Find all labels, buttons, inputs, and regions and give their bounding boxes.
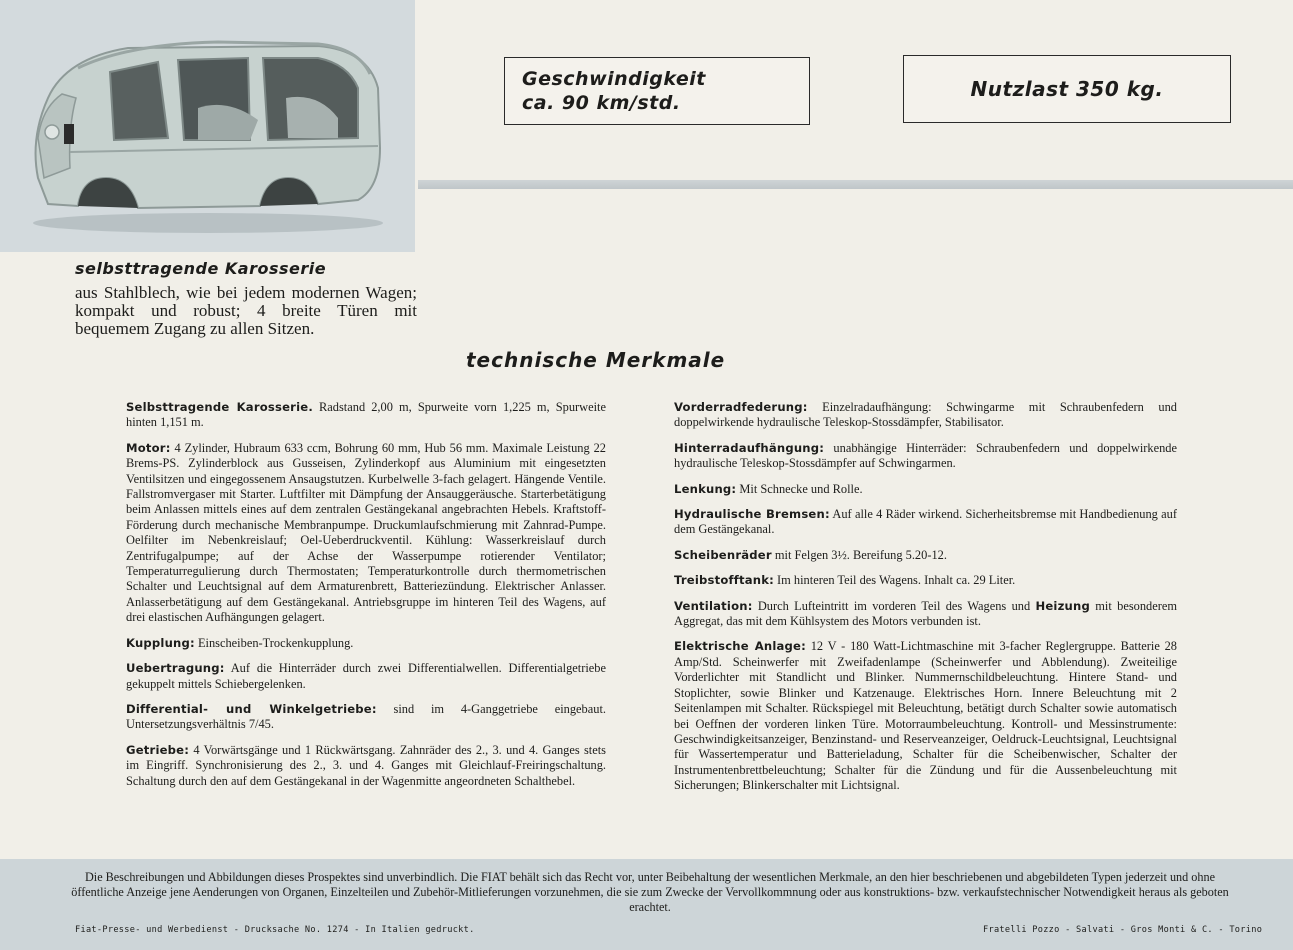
spec-paragraph — [674, 441, 1177, 472]
spec-text: Auf die Hinterräder durch zwei Differentialwellen. Differentialgetriebe gekuppelt mittels Schiebergelenken. — [126, 661, 606, 691]
spec-text: sind im 4-Ganggetriebe eingebaut. Untersetzungsverhältnis 7/45. — [126, 701, 606, 732]
specs-column-right — [674, 400, 1177, 804]
spec-term: Scheibenräder — [674, 547, 772, 562]
specs-column-left — [126, 400, 606, 799]
spec-text: 4 Vorwärtsgänge und 1 Rückwärtsgang. Zahnräder des 2., 3. und 4. Ganges stets im Eingriff. Synchronisierung des 2., 3. und 4. Ganges mit Gleichlauf-Freiringschaltung. Schaltung durch den auf dem Gestängekanal in der Wagenmitte angeordneten Schalthebel. — [126, 742, 606, 788]
spec-paragraph — [126, 400, 606, 431]
spec-paragraph — [674, 599, 1177, 630]
disclaimer-text: Die Beschreibungen und Abbildungen dieses Prospektes sind unverbindlich. Die FIAT behält sich das Recht vor, unter Beibehaltung der wesentlichen Merkmale, an den hier beschriebenen und abgebildeten Typen jederzeit und ohne öffentliche Anzeige jene Aenderungen von Organen, Einzelteilen und Zubehör-Mitlieferungen vorzunehmen, die sie zum Zwecke der Vervollkommnung oder aus konstruktions- bzw. verkaufstechnischer Notwendigkeit heraus als geboten erachtet. — [71, 870, 1229, 915]
spec-term: Treibstofftank: — [674, 573, 774, 588]
spec-text: unabhängige Hinterräder: Schraubenfedern und doppelwirkende hydraulische Teleskop-Stossdämpfer auf Schwingarmen. — [674, 440, 1177, 471]
photo-panel — [0, 0, 415, 252]
payload-text: Nutzlast 350 kg. — [970, 77, 1164, 101]
spec-term: Hinterradaufhängung: — [674, 440, 825, 455]
spec-term: Uebertragung: — [126, 661, 225, 676]
karosserie-title: selbsttragende Karosserie — [75, 259, 327, 278]
spec-text: Im hinteren Teil des Wagens. Inhalt ca. 29 Liter. — [773, 573, 1016, 588]
spec-text: mit Felgen 3½. Bereifung 5.20-12. — [771, 547, 947, 562]
spec-text: Einzelradaufhängung: Schwingarme mit Schraubenfedern und doppelwirkende hydraulische Teleskop-Stossdämpfer, Stabilisator. — [674, 400, 1177, 430]
spec-term: Lenkung: — [674, 481, 737, 496]
speed-line-1: Geschwindigkeit — [522, 68, 706, 90]
spec-paragraph — [126, 636, 606, 651]
spec-paragraph — [126, 743, 606, 789]
spec-paragraph — [674, 639, 1177, 793]
spec-term: Differential- und Winkelgetriebe: — [126, 701, 377, 716]
tech-specs-title: technische Merkmale — [466, 348, 726, 372]
spec-paragraph — [674, 573, 1177, 588]
spec-term: Hydraulische Bremsen: — [674, 507, 830, 522]
spec-text: Radstand 2,00 m, Spurweite vorn 1,225 m, Spurweite hinten 1,151 m. — [126, 400, 606, 430]
spec-text: Durch Lufteintritt im vorderen Teil des Wagens und — [752, 598, 1036, 613]
speed-line-2: ca. 90 km/std. — [522, 92, 681, 114]
spec-paragraph — [126, 441, 606, 626]
car-body-shell-image — [18, 28, 396, 238]
spec-term: Motor: — [126, 440, 171, 455]
spec-paragraph — [126, 702, 606, 733]
spec-term: Vorderradfederung: — [674, 400, 808, 414]
spec-text: Einscheiben-Trockenkupplung. — [194, 635, 354, 650]
spec-paragraph — [674, 482, 1177, 497]
spec-text: Mit Schnecke und Rolle. — [736, 481, 863, 496]
spec-paragraph — [674, 400, 1177, 431]
spec-term: Ventilation: — [674, 598, 753, 613]
karosserie-text: aus Stahlblech, wie bei jedem modernen Wagen; kompakt und robust; 4 breite Türen mit bequemem Zugang zu allen Sitzen. — [75, 283, 417, 338]
payload-box — [903, 55, 1231, 123]
speed-box — [504, 57, 810, 125]
spec-term: Kupplung: — [126, 635, 195, 650]
spec-text: Auf alle 4 Räder wirkend. Sicherheitsbremse mit Handbedienung auf dem Gestängekanal. — [674, 507, 1177, 537]
printer-note-right: Fratelli Pozzo - Salvati - Gros Monti & C. - Torino — [983, 925, 1263, 935]
spec-term: Getriebe: — [126, 742, 190, 757]
spec-term: Selbsttragende Karosserie. — [126, 400, 313, 414]
spec-text: mit besonderem Aggregat, das mit dem Kühlsystem des Motors verbunden ist. — [674, 598, 1177, 629]
spec-term: Heizung — [1035, 598, 1090, 613]
spec-text: 12 V - 180 Watt-Lichtmaschine mit 3-facher Reglergruppe. Batterie 28 Amp/Std. Scheinwerfer mit Zweifadenlampe (Scheinwerfer und Abblendung). Zweiteilige Vorderlichter mit Standlicht und Blinker. Nummernschildbeleuchtung. Hintere Stand- und Stoplichter, sowie Blinker und Katzenauge. Elektrisches Horn. Innere Beleuchtung mit 2 Seitenlampen mit Schalter. Rückspiegel mit Beleuchtung, betätigt durch Schalter sowie automatisch bei Oeffnen der vorderen linken Türe. Motorraumbeleuchtung. Kontroll- und Messinstrumente: Geschwindigkeitsanzeiger, Benzinstand- und Reserveanzeiger, Oeldruck-Leuchtsignal, Leuchtsignal für Wassertemperatur und Batterieladung, Schalter für die Scheibenwischer, Schalter der Instrumentenbrettbeleuchtung; Schalter für die Zündung und für die Aussenbeleuchtung mit Sicherungen; Blinkerschalter mit Lichtsignal. — [674, 639, 1177, 793]
printer-note-left: Fiat-Presse- und Werbedienst - Drucksache No. 1274 - In Italien gedruckt. — [75, 925, 475, 935]
spec-term: Elektrische Anlage: — [674, 639, 806, 654]
spec-text: 4 Zylinder, Hubraum 633 ccm, Bohrung 60 mm, Hub 56 mm. Maximale Leistung 22 Brems-PS. Zylinderblock aus Gusseisen, Zylinderkopf aus Aluminium mit eingesetzten Ventilsitzen und eingegossenem Ansaugstutzen. Kurbelwelle 3-fach gelagert. Hängende Ventile. Fallstromvergaser mit Starter. Luftfilter mit Dämpfung der Ansauggeräusche. Starterbetätigung beim Anlassen mittels eines auf dem zentralen Gestängekanal angebrachten Hebels. Kraftstoff-Förderung durch mechanische Membranpumpe. Druckumlaufschmierung mit Zahnrad-Pumpe. Oelfilter im Nebenkreislauf; Oel-Ueberdruckventil. Kühlung: Wasserkreislauf durch Zentrifugalpumpe; auf der Achse der Wasserpumpe rotierender Ventilator; Temperaturregulierung durch Thermostaten; Temperaturkontrolle durch thermometrischen Schalter und Leuchtsignal auf dem Armaturenbrett, Batteriezündung. Elektrischer Anlasser. Anlasserbetätigung auf dem Gestängekanal. Antriebsgruppe im hinteren Teil des Wagens, auf drei elastischen Aufhängungen gelagert. — [126, 440, 606, 625]
spec-paragraph — [674, 548, 1177, 563]
spec-paragraph — [126, 661, 606, 692]
divider-rule — [418, 180, 1293, 189]
spec-paragraph — [674, 507, 1177, 538]
